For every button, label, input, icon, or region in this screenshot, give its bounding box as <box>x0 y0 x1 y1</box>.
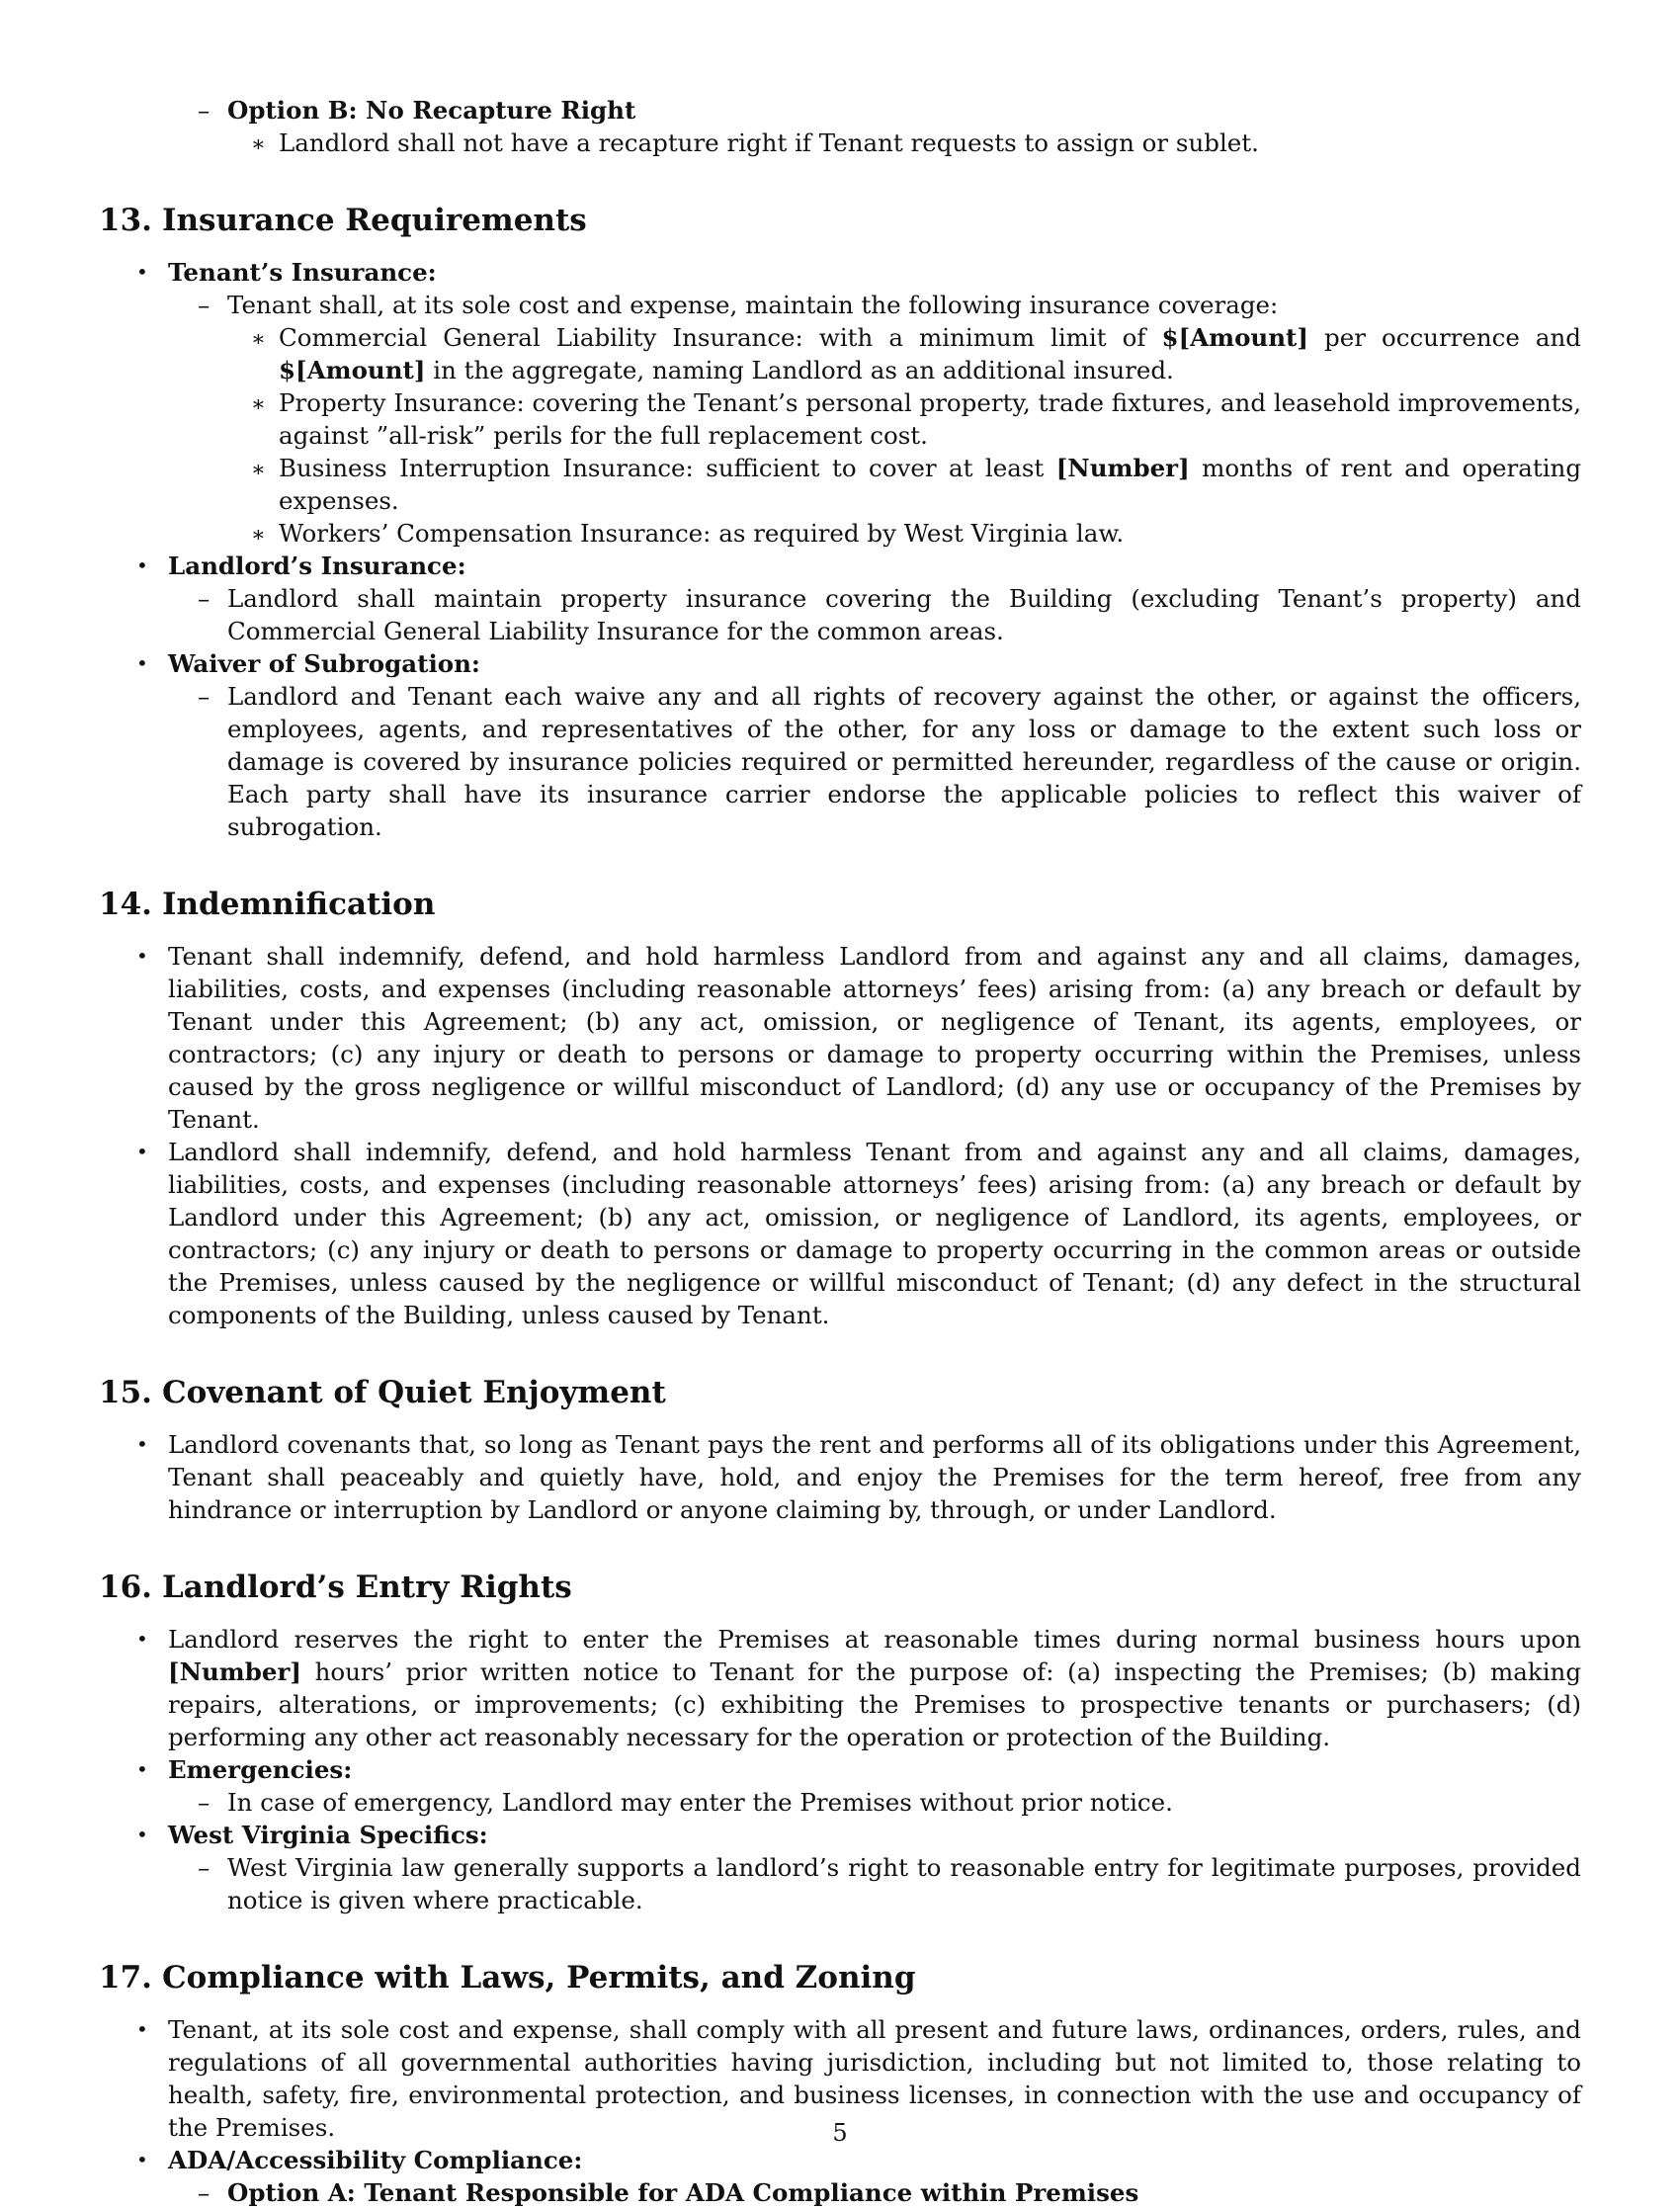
indemnification-tenant-text: Tenant shall indemnify, defend, and hold harmless Landlord from and against any and all claims, damages, liabilities, costs, and expenses (including reasonable attorneys’ fees) arising from: (a) any breach or default by Tenant under this Agreement; (b) any act, omission, or negligence of Tenant, its agents, employees, or contractors; (c) any injury or death to persons or damage to property occurring within the Premises, unless caused by the gross negligence or willful misconduct of Landlord; (d) any use or occupancy of the Premises by Tenant. <box>168 942 1581 1134</box>
business-interruption-item <box>99 452 1581 517</box>
number-placeholder: [Number] <box>1055 454 1190 482</box>
bi-text-a: Business Interruption Insurance: sufficient to cover at least <box>279 454 1056 482</box>
option-b-text-item <box>99 127 1581 159</box>
document-page <box>99 94 1581 2209</box>
section-title: Compliance with Laws, Permits, and Zoning <box>162 1960 916 1996</box>
waiver-item <box>99 647 1581 680</box>
bullet-marker: • <box>136 651 148 675</box>
section-number: 15. <box>99 1375 152 1410</box>
bullet-marker: • <box>136 1432 148 1456</box>
quiet-enjoyment-text: Landlord covenants that, so long as Tenant pays the rent and performs all of its obligations under this Agreement, Tenant shall peaceably and quietly have, hold, and enjoy the Premises for the term hereof, free from any hindrance or interruption by Landlord or anyone claiming by, through, or under Landlord. <box>168 1430 1581 1524</box>
landlord-insurance-text-item <box>99 582 1581 647</box>
bullet-marker: • <box>136 2017 148 2041</box>
star-marker: ∗ <box>251 458 266 482</box>
bullet-marker: • <box>136 1757 148 1781</box>
section-13-heading <box>99 201 1581 240</box>
option-b-text: Landlord shall not have a recapture right if Tenant requests to assign or sublet. <box>279 128 1259 157</box>
entry-rights-item <box>99 1623 1581 1753</box>
section-title: Indemnification <box>162 887 436 922</box>
wv-specifics-text: West Virginia law generally supports a landlord’s right to reasonable entry for legitimate purposes, provided notice is given where practicable. <box>227 1853 1581 1914</box>
waiver-text-item <box>99 680 1581 843</box>
waiver-text: Landlord and Tenant each waive any and all rights of recovery against the other, or against the officers, employees, agents, and representatives of the other, for any loss or damage to the extent such loss or damage is covered by insurance policies required or permitted hereunder, regardless of the cause or origin. Each party shall have its insurance carrier endorse the applicable policies to reflect this waiver of subrogation. <box>227 682 1581 841</box>
option-a-title: Option A: Tenant Responsible for ADA Compliance within Premises <box>227 2178 1139 2207</box>
emergencies-item <box>99 1753 1581 1786</box>
cgl-item <box>99 321 1581 386</box>
bullet-marker: • <box>136 944 148 968</box>
section-number: 13. <box>99 203 152 238</box>
tenant-intro-item <box>99 289 1581 321</box>
property-insurance-item <box>99 386 1581 452</box>
dash-marker: – <box>198 291 210 319</box>
star-marker: ∗ <box>251 327 266 352</box>
emergencies-text-item <box>99 1786 1581 1819</box>
option-b-item <box>99 94 1581 127</box>
wv-specifics-text-item <box>99 1851 1581 1916</box>
tenant-insurance-label: Tenant’s Insurance: <box>168 258 437 287</box>
dash-marker: – <box>198 1853 210 1882</box>
emergencies-label: Emergencies: <box>168 1755 353 1784</box>
dash-marker: – <box>198 682 210 711</box>
ada-item <box>99 2144 1581 2176</box>
star-marker: ∗ <box>251 523 266 548</box>
landlord-insurance-text: Landlord shall maintain property insurance covering the Building (excluding Tenant’s property) and Commercial General Liability Insurance for the common areas. <box>227 584 1581 645</box>
indemnification-landlord-text: Landlord shall indemnify, defend, and hold harmless Tenant from and against any and all claims, damages, liabilities, costs, and expenses (including reasonable attorneys’ fees) arising from: (a) any breach or default by Landlord under this Agreement; (b) any act, omission, or negligence of Landlord, its agents, employees, or contractors; (c) any injury or death to persons or damage to property occurring in the common areas or outside the Premises, unless caused by the negligence or willful misconduct of Tenant; (d) any defect in the structural components of the Building, unless caused by Tenant. <box>168 1138 1581 1329</box>
option-b-title: Option B: No Recapture Right <box>227 96 636 125</box>
wv-specifics-label: West Virginia Specifics: <box>168 1821 488 1849</box>
property-insurance-text: Property Insurance: covering the Tenant’s personal property, trade fixtures, and leasehold improvements, against ”all-risk” perils for the full replacement cost. <box>279 388 1581 450</box>
amount-placeholder: $[Amount] <box>1161 323 1308 352</box>
waiver-label: Waiver of Subrogation: <box>168 649 480 678</box>
bullet-marker: • <box>136 1140 148 1163</box>
workers-comp-text: Workers’ Compensation Insurance: as required by West Virginia law. <box>279 519 1125 548</box>
bullet-marker: • <box>136 1627 148 1651</box>
section-number: 17. <box>99 1960 152 1996</box>
number-placeholder: [Number] <box>168 1657 301 1686</box>
compliance-text: Tenant, at its sole cost and expense, shall comply with all present and future laws, ordinances, orders, rules, and regulations of all governmental authorities having jurisdiction, including but not limited to, those relating to health, safety, fire, environmental protection, and business licenses, in connection with the use and occupancy of the Premises. <box>168 2015 1581 2142</box>
bullet-marker: • <box>136 260 148 284</box>
cgl-text-a: Commercial General Liability Insurance: with a minimum limit of <box>279 323 1162 352</box>
landlord-insurance-item <box>99 550 1581 582</box>
section-title: Insurance Requirements <box>162 203 587 238</box>
workers-comp-item <box>99 517 1581 550</box>
dash-marker: – <box>198 1788 210 1817</box>
option-a-item <box>99 2176 1581 2209</box>
indemnification-landlord-item <box>99 1136 1581 1331</box>
emergencies-text: In case of emergency, Landlord may enter the Premises without prior notice. <box>227 1788 1173 1817</box>
tenant-insurance-item <box>99 256 1581 289</box>
section-17-heading <box>99 1958 1581 1997</box>
section-title: Covenant of Quiet Enjoyment <box>162 1375 666 1410</box>
page-number: 5 <box>832 2119 848 2147</box>
wv-specifics-item <box>99 1819 1581 1851</box>
section-number: 16. <box>99 1570 152 1605</box>
star-marker: ∗ <box>251 132 266 157</box>
bullet-marker: • <box>136 553 148 577</box>
section-16-heading <box>99 1568 1581 1607</box>
tenant-intro-text: Tenant shall, at its sole cost and expense, maintain the following insurance coverage: <box>227 291 1279 319</box>
entry-text-b: hours’ prior written notice to Tenant for the purpose of: (a) inspecting the Premises; (b) making repairs, alterations, or improvements; (c) exhibiting the Premises to prospective tenants or purchasers; (d) performing any other act reasonably necessary for the operation or protection of the Building. <box>168 1657 1581 1751</box>
section-title: Landlord’s Entry Rights <box>162 1570 572 1605</box>
landlord-insurance-label: Landlord’s Insurance: <box>168 552 466 580</box>
indemnification-tenant-item <box>99 940 1581 1136</box>
ada-label: ADA/Accessibility Compliance: <box>168 2146 583 2174</box>
bullet-marker: • <box>136 2148 148 2171</box>
bullet-marker: • <box>136 1823 148 1846</box>
section-14-heading <box>99 885 1581 924</box>
bi-text-b: months of rent and operating expenses. <box>279 454 1582 515</box>
entry-text-a: Landlord reserves the right to enter the Premises at reasonable times during normal business hours upon <box>168 1625 1581 1654</box>
dash-marker: – <box>198 96 210 125</box>
section-number: 14. <box>99 887 152 922</box>
section-15-heading <box>99 1373 1581 1412</box>
cgl-text-c: in the aggregate, naming Landlord as an additional insured. <box>425 356 1174 384</box>
amount-placeholder: $[Amount] <box>279 356 426 384</box>
star-marker: ∗ <box>251 392 266 417</box>
cgl-text-b: per occurrence and <box>1307 323 1581 352</box>
dash-marker: – <box>198 2178 210 2207</box>
quiet-enjoyment-item <box>99 1428 1581 1526</box>
dash-marker: – <box>198 584 210 613</box>
